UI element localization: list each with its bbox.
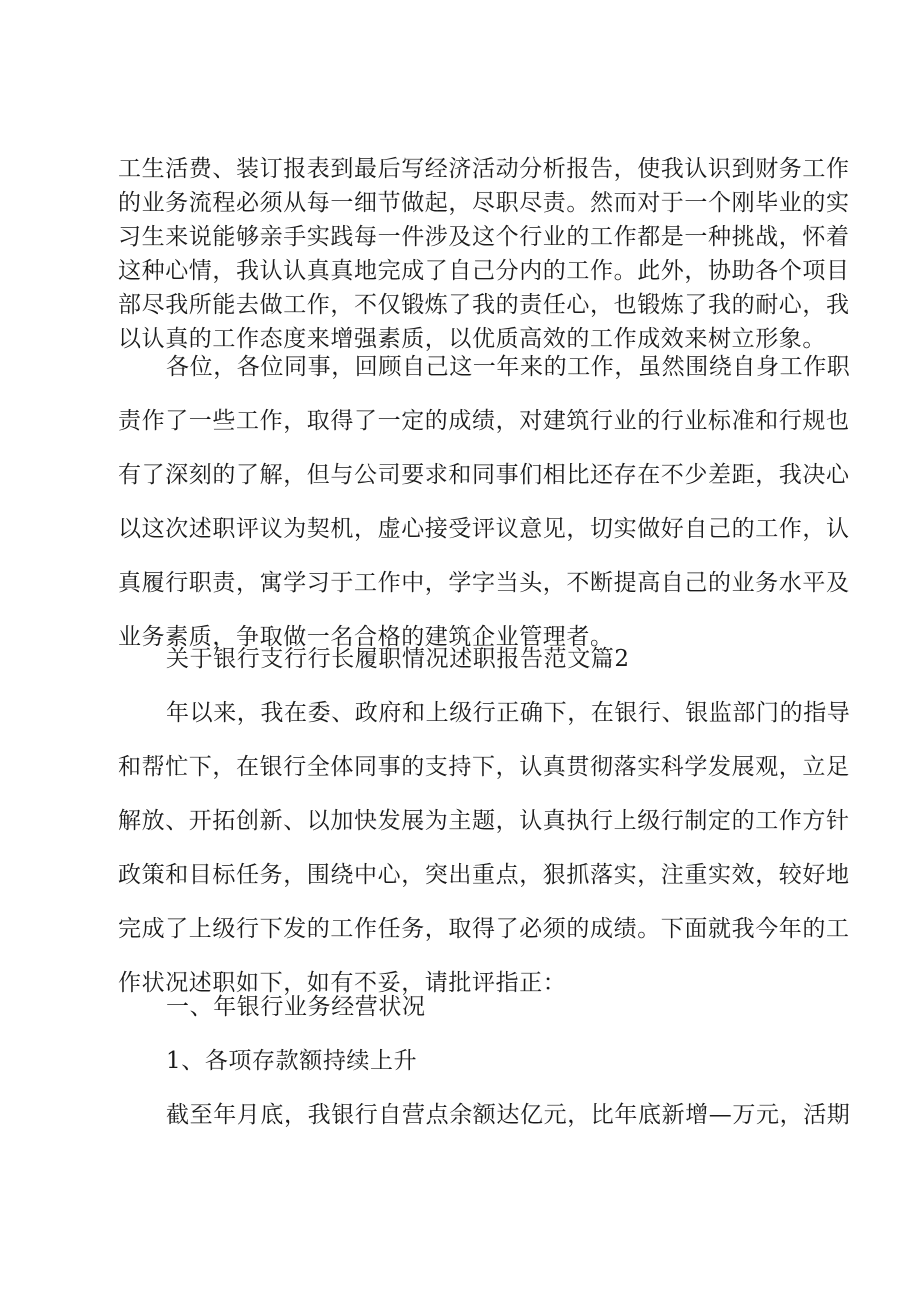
subsection-heading: 1、各项存款额持续上升 xyxy=(166,1048,418,1074)
text-line: 以这次述职评议为契机，虚心接受评议意见，切实做好自己的工作，认 xyxy=(118,516,850,542)
text-line: 有了深刻的了解，但与公司要求和同事们相比还存在不少差距，我决心 xyxy=(118,462,850,488)
text-line: 完成了上级行下发的工作任务，取得了必须的成绩。下面就我今年的工 xyxy=(118,916,850,942)
text-line: 截至年月底，我银行自营点余额达亿元，比年底新增—万元，活期 xyxy=(166,1102,851,1128)
text-line: 真履行职责，寓学习于工作中，学字当头，不断提高自己的业务水平及 xyxy=(118,570,850,596)
text-line: 习生来说能够亲手实践每一件涉及这个行业的工作都是一种挑战，怀着 xyxy=(118,224,850,250)
paragraph-conclusion xyxy=(118,340,851,664)
text-line: 责作了一些工作，取得了一定的成绩，对建筑行业的行业标准和行规也 xyxy=(118,408,850,434)
article-title-block xyxy=(118,632,826,686)
paragraph-intro xyxy=(118,152,850,356)
text-line: 解放、开拓创新、以加快发展为主题，认真执行上级行制定的工作方针 xyxy=(118,808,850,834)
text-line: 业务素质，争取做一名合格的建筑企业管理者。 xyxy=(118,624,614,650)
text-line: 年以来，我在委、政府和上级行正确下，在银行、银监部门的指导 xyxy=(166,700,851,726)
text-line: 的业务流程必须从每一细节做起，尽职尽责。然而对于一个刚毕业的实 xyxy=(118,190,850,216)
paragraph-opening xyxy=(118,686,851,1010)
section-heading-block xyxy=(118,980,826,1034)
text-line: 部尽我所能去做工作，不仅锻炼了我的责任心，也锻炼了我的耐心，我 xyxy=(118,292,850,318)
article-title: 关于银行支行行长履职情况述职报告范文篇2 xyxy=(166,646,630,672)
text-line: 作状况述职如下，如有不妥，请批评指正： xyxy=(118,970,567,996)
text-line: 各位，各位同事，回顾自己这一年来的工作，虽然围绕自身工作职 xyxy=(166,354,851,380)
subsection-heading-block xyxy=(118,1034,826,1088)
text-line: 工生活费、装订报表到最后写经济活动分析报告，使我认识到财务工作 xyxy=(118,156,850,182)
section-heading: 一、年银行业务经营状况 xyxy=(166,994,426,1020)
text-line: 和帮忙下，在银行全体同事的支持下，认真贯彻落实科学发展观，立足 xyxy=(118,754,850,780)
paragraph-deposits xyxy=(118,1088,851,1142)
text-line: 政策和目标任务，围绕中心，突出重点，狠抓落实，注重实效，较好地 xyxy=(118,862,850,888)
text-line: 这种心情，我认认真真地完成了自己分内的工作。此外，协助各个项目 xyxy=(118,258,850,284)
text-line: 以认真的工作态度来增强素质，以优质高效的工作成效来树立形象。 xyxy=(118,326,826,352)
